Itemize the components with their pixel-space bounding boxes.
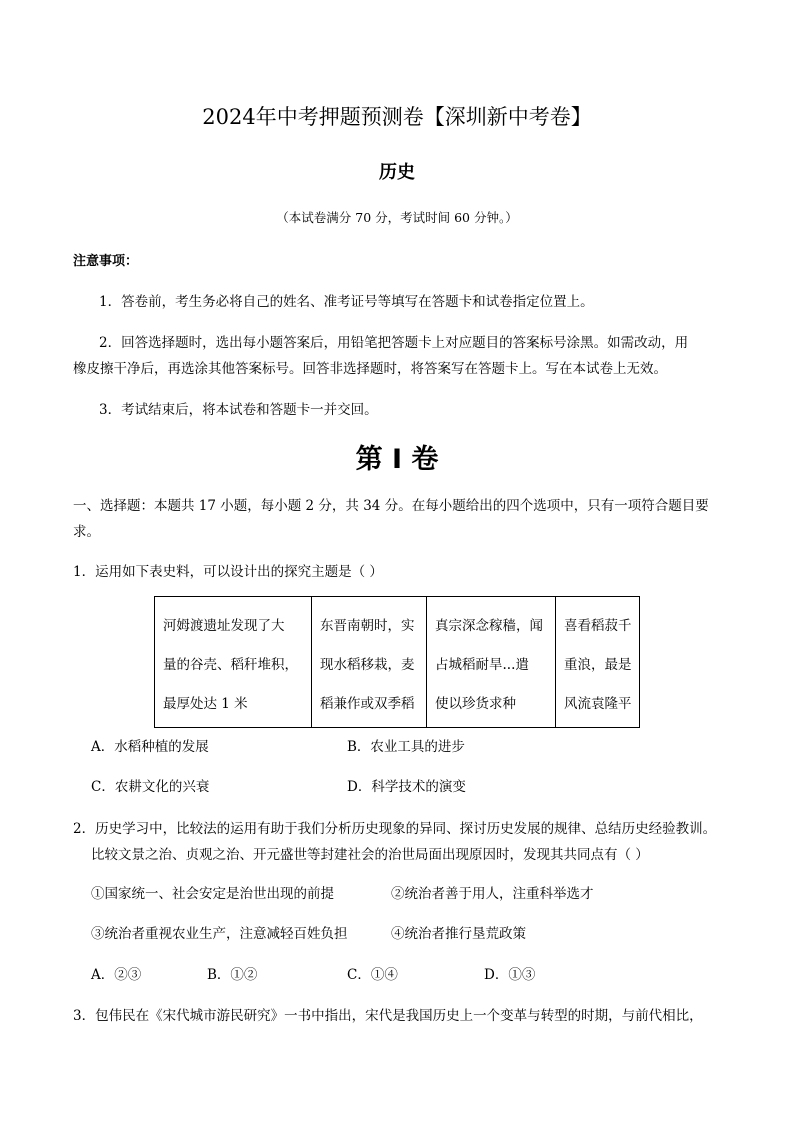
- table-cell-4: 喜看稻菽千 重浪，最是 风流袁隆平: [556, 597, 640, 728]
- part-title: 第 I 卷: [355, 444, 439, 475]
- table-cell-2: 东晋南朝时，实 现水稻移栽，麦 稻兼作或双季稻: [312, 597, 427, 728]
- question-1-option-c: C．农耕文化的兴衰: [91, 779, 210, 795]
- notice-item-2-line-1: 2．回答选择题时，选出每小题答案后，用铅笔把答题卡上对应题目的答案标号涂黑。如需改动，用: [99, 335, 689, 351]
- section-instructions-line-1: 一、选择题：本题共 17 小题，每小题 2 分，共 34 分。在每小题给出的四个选项中，只有一项符合题目要: [73, 498, 709, 514]
- question-2-statement-2: ②统治者善于用人，注重科举选才: [391, 886, 594, 902]
- notice-heading: 注意事项：: [73, 254, 139, 269]
- notice-item-1: 1．答卷前，考生务必将自己的姓名、准考证号等填写在答题卡和试卷指定位置上。: [99, 294, 594, 310]
- question-1-option-b: B．农业工具的进步: [347, 739, 465, 755]
- question-3-stem-line-1: 3．包伟民在《宋代城市游民研究》一书中指出，宋代是我国历史上一个变革与转型的时期，与前代相比，: [73, 1008, 703, 1024]
- table-cell-3: 真宗深念稼穑，闻 占城稻耐旱...遣 使以珍货求种: [427, 597, 556, 728]
- exam-title: 2024年中考押题预测卷【深圳新中考卷】: [202, 105, 592, 129]
- question-2-option-c: C．①④: [347, 967, 398, 983]
- section-instructions-line-2: 求。: [73, 524, 100, 540]
- table-row: [155, 597, 640, 728]
- question-1-option-a: A．水稻种植的发展: [91, 739, 209, 755]
- question-2-statement-4: ④统治者推行垦荒政策: [391, 926, 526, 942]
- table-cell-1: 河姆渡遗址发现了大 量的谷壳、稻秆堆积， 最厚处达 1 米: [155, 597, 312, 728]
- question-2-option-b: B．①②: [207, 967, 258, 983]
- question-2-statement-1: ①国家统一、社会安定是治世出现的前提: [91, 886, 334, 902]
- question-1-stem: 1．运用如下表史料，可以设计出的探究主题是（ ）: [73, 564, 383, 580]
- question-1-source-table: [154, 596, 640, 728]
- exam-note: （本试卷满分 70 分，考试时间 60 分钟。）: [276, 210, 518, 225]
- question-2-option-a: A．②③: [91, 967, 142, 983]
- question-2-stem-line-2: 比较文景之治、贞观之治、开元盛世等封建社会的治世局面出现原因时，发现其共同点有（ ）: [91, 847, 649, 863]
- notice-item-3: 3．考试结束后，将本试卷和答题卡一并交回。: [99, 402, 378, 418]
- notice-item-2-line-2: 橡皮擦干净后，再选涂其他答案标号。回答非选择题时，将答案写在答题卡上。写在本试卷上无效。: [73, 361, 667, 377]
- question-1-option-d: D．科学技术的演变: [347, 779, 466, 795]
- question-2-statement-3: ③统治者重视农业生产，注意减轻百姓负担: [91, 926, 348, 942]
- question-2-option-d: D．①③: [484, 967, 536, 983]
- question-2-stem-line-1: 2．历史学习中，比较法的运用有助于我们分析历史现象的异同、探讨历史发展的规律、总结历史经验教训。: [73, 821, 717, 837]
- subject-heading: 历史: [379, 162, 415, 183]
